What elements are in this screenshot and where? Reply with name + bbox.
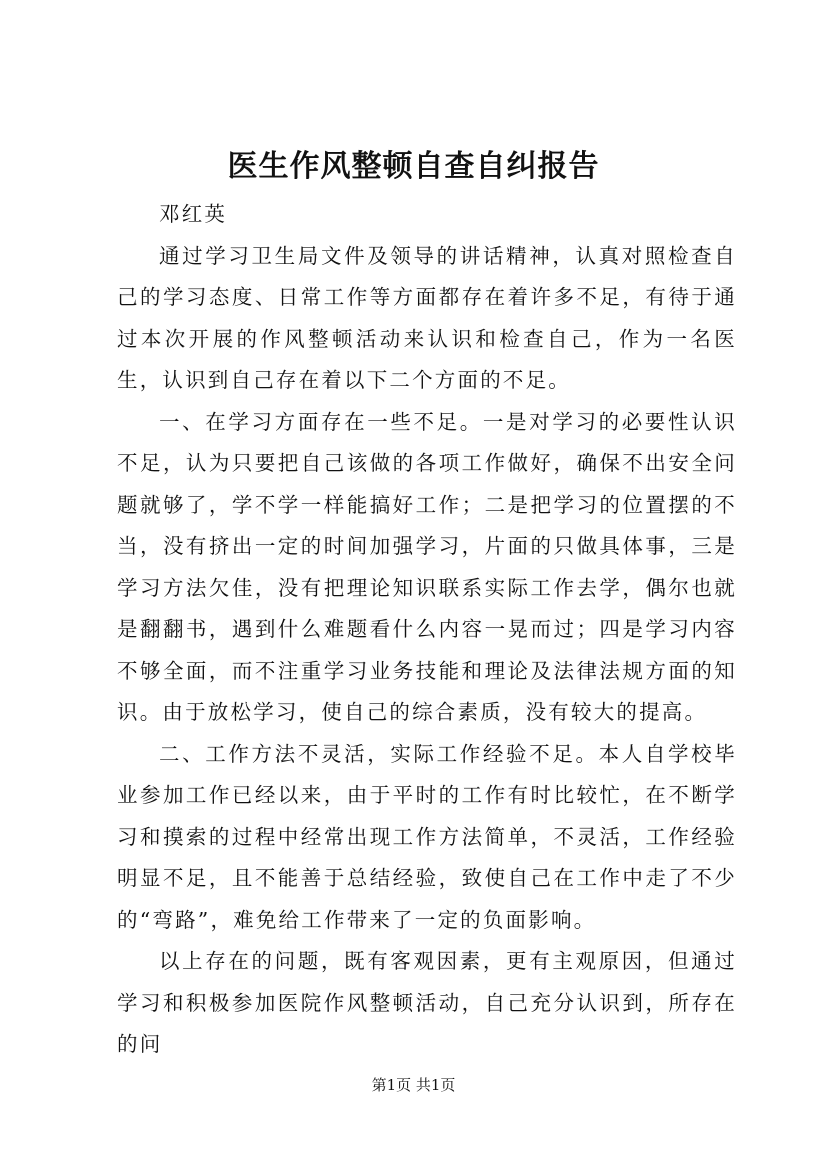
paragraph-study-shortcomings: 一、在学习方面存在一些不足。一是对学习的必要性认识不足，认为只要把自己该做的各项工作做好，确保不出安全问题就够了，学不学一样能搞好工作；二是把学习的位置摆的不当，没有挤出一定的时间加强学习，片面的只做具体事，三是学习方法欠佳，没有把理论知识联系实际工作去学，偶尔也就是翻翻书，遇到什么难题看什么内容一晃而过；四是学习内容不够全面，而不注重学习业务技能和理论及法律法规方面的知识。由于放松学习，使自己的综合素质，没有较大的提高。 xyxy=(117,409,737,724)
author-line: 邓红英 xyxy=(159,202,228,226)
paragraph-intro: 通过学习卫生局文件及领导的讲话精神，认真对照检查自己的学习态度、日常工作等方面都存在着许多不足，有待于通过本次开展的作风整顿活动来认识和检查自己，作为一名医生，认识到自己存在着以下二个方面的不足。 xyxy=(117,243,737,392)
paragraph-work-methods: 二、工作方法不灵活，实际工作经验不足。本人自学校毕业参加工作已经以来，由于平时的工作有时比较忙，在不断学习和摸索的过程中经常出现工作方法简单，不灵活，工作经验明显不足，且不能善于总结经验，致使自己在工作中走了不少的“弯路”，难免给工作带来了一定的负面影响。 xyxy=(117,741,737,932)
document-title: 医生作风整顿自查自纠报告 xyxy=(227,149,600,184)
document-body xyxy=(117,194,737,1066)
page-number-footer: 第1页 共1页 xyxy=(371,1076,456,1094)
paragraph-conclusion: 以上存在的问题，既有客观因素，更有主观原因，但通过学习和积极参加医院作风整顿活动，自己充分认识到，所存在的问 xyxy=(117,949,737,1056)
